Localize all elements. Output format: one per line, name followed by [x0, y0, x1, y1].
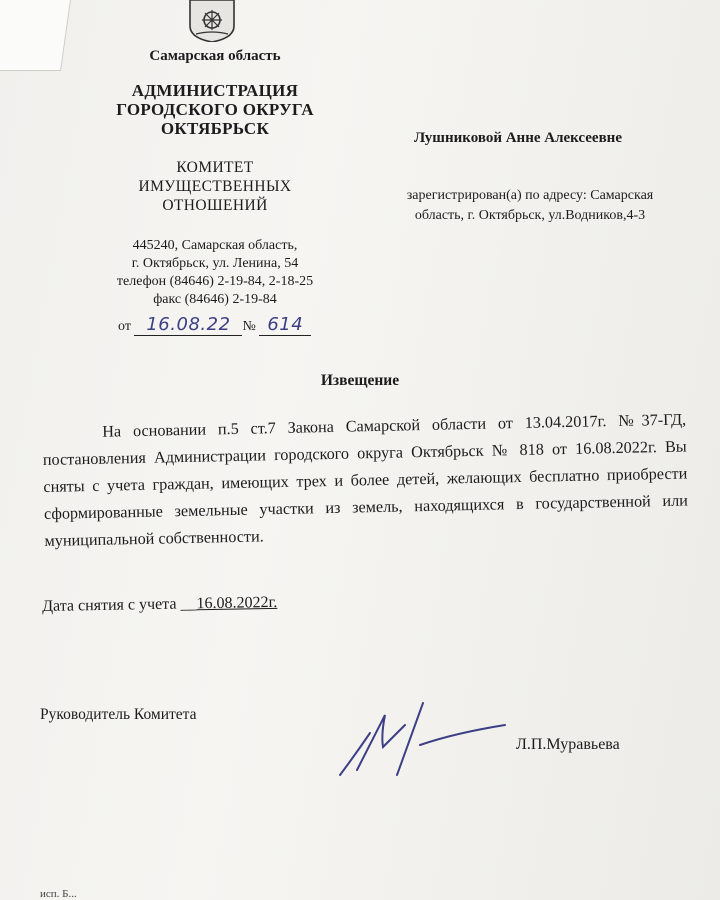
recipient-name: Лушниковой Анне Алексеевне	[414, 130, 622, 146]
notice-body: На основании п.5 ст.7 Закона Самарской области от 13.04.2017г. №37-ГД, постановления Администрации городского округа Октябрьск № 818 от 16.08.2022г. Вы сняты с учета граждан, имеющих трех и более детей, желающих бесплатно приобрести сформированные земельные участки из земель, находящихся в государственной или муниципальной собственности.	[42, 410, 689, 550]
ref-number-label: №	[242, 319, 256, 334]
notice-title: Извещение	[320, 372, 400, 389]
ref-prefix: от	[118, 319, 131, 334]
signer-name: Л.П.Муравьева	[516, 736, 620, 753]
administration-name: АДМИНИСТРАЦИЯ ГОРОДСКОГО ОКРУГА ОКТЯБРЬСК	[116, 81, 314, 138]
ref-date-handwritten: 16.08.22	[146, 314, 231, 335]
sender-block	[70, 48, 360, 309]
signature-handwritten	[335, 695, 510, 785]
sender-address: 445240, Самарская область, г. Октябрьск, ул. Ленина, 54 телефон (84646) 2-19-84, 2-18-25 факс (84646) 2-19-84	[116, 238, 314, 307]
removal-date-line	[42, 594, 277, 616]
ref-number-handwritten: 614	[267, 314, 304, 335]
committee-name: КОМИТЕТ ИМУЩЕСТВЕННЫХ ОТНОШЕНИЙ	[138, 159, 292, 214]
recipient-address: зарегистрирован(а) по адресу: Самарская область, г. Октябрьск, ул.Водников,4-3	[406, 188, 654, 223]
underlying-sheet-corner	[0, 0, 71, 71]
region-label: Самарская область	[149, 48, 281, 64]
removal-label: Дата снятия с учета __	[42, 595, 197, 615]
coat-of-arms-icon	[186, 0, 238, 42]
removal-date: 16.08.2022г.	[196, 593, 278, 613]
footer-fragment: исп. Б...	[40, 888, 77, 900]
signer-role: Руководитель Комитета	[40, 706, 197, 723]
reference-line	[118, 314, 311, 336]
